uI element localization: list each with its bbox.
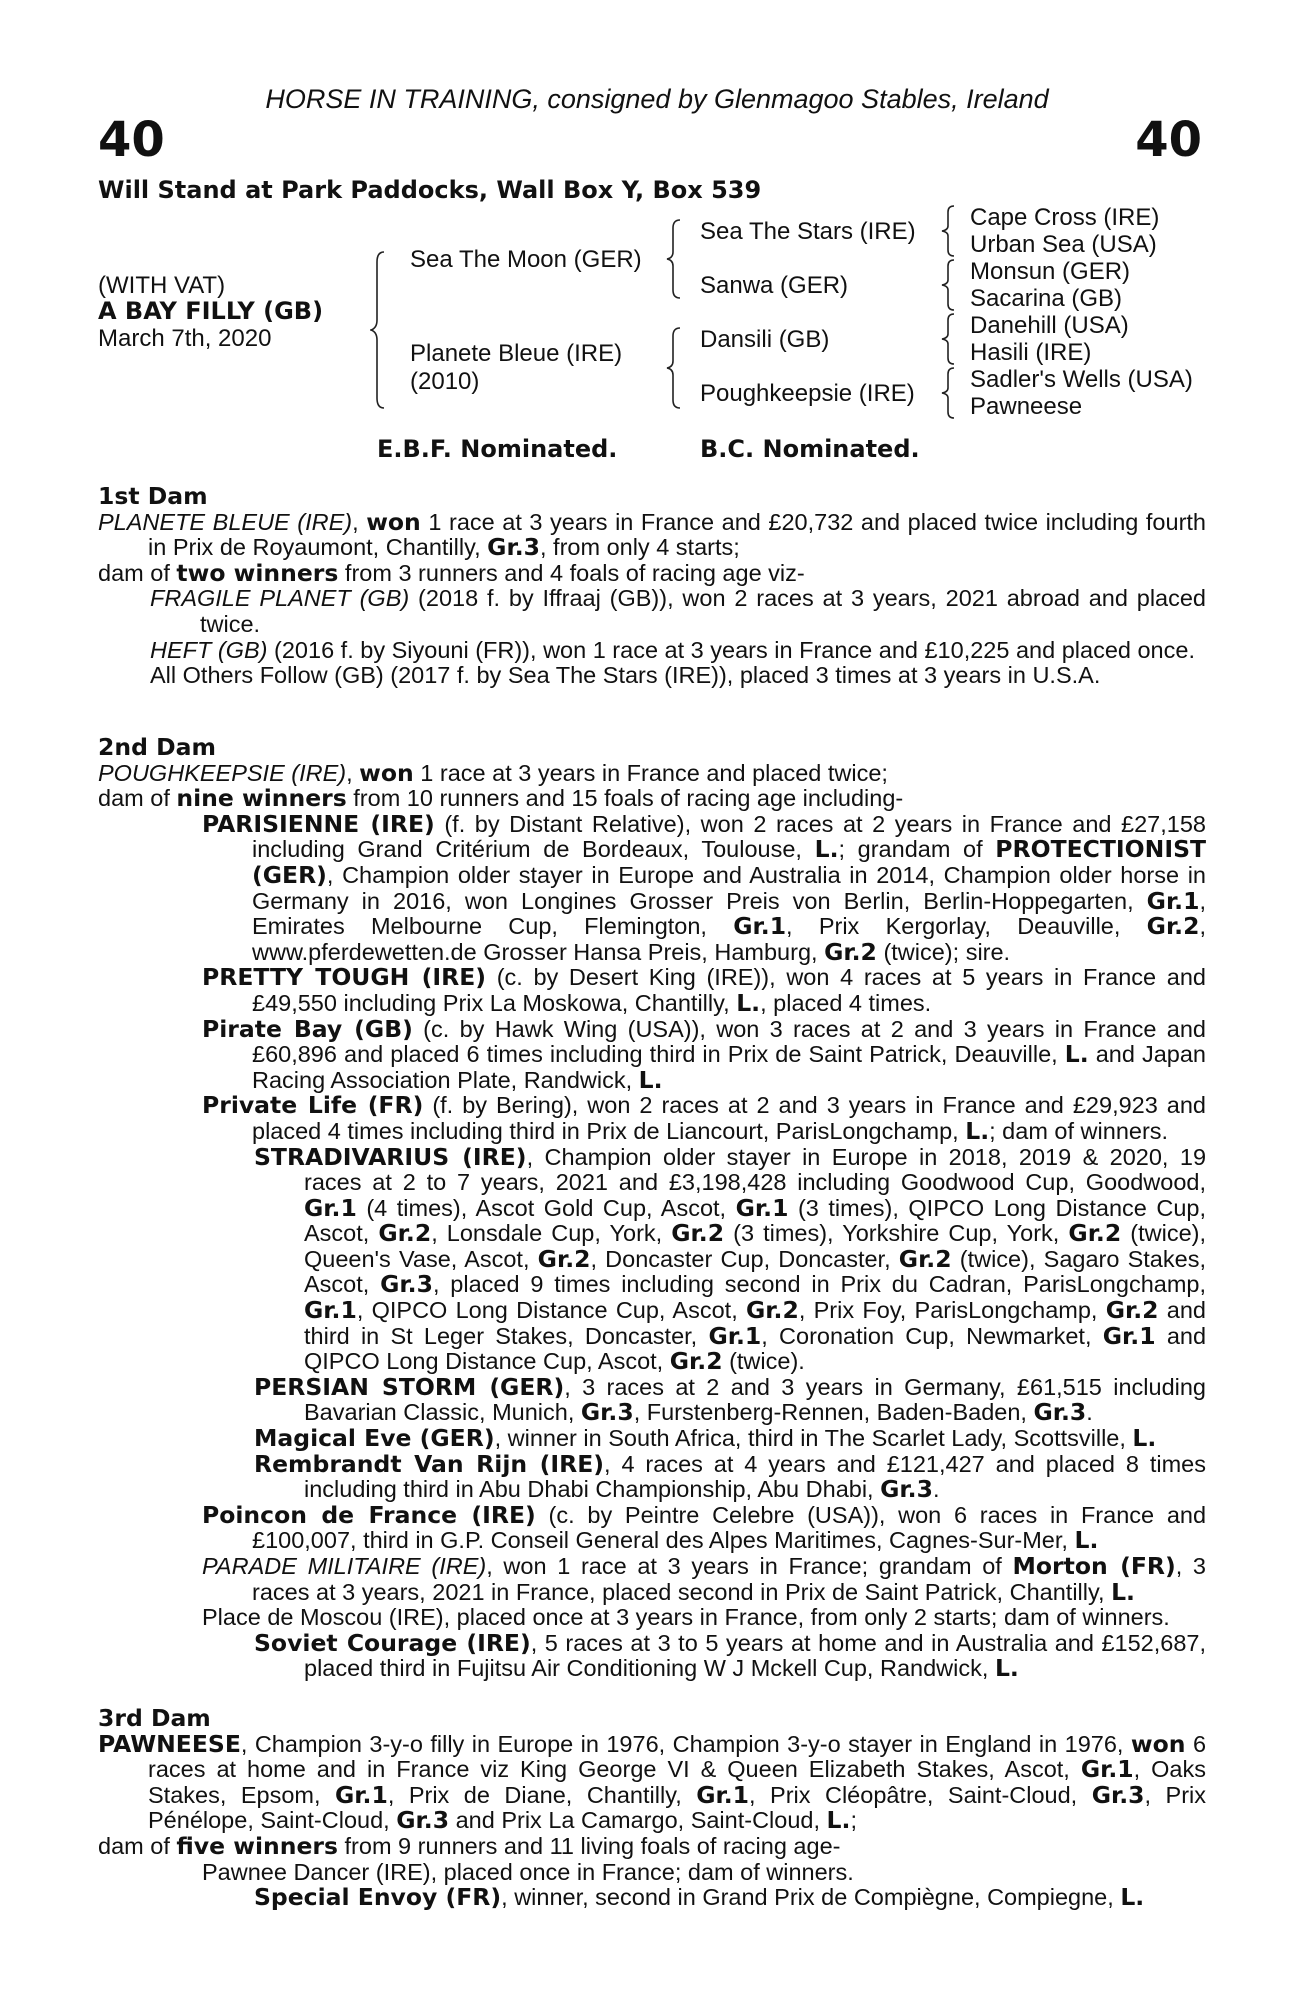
listed-badge: L. bbox=[638, 1065, 663, 1094]
produce-text: Pawnee Dancer (IRE), placed once in France; dam of winners. bbox=[202, 1858, 854, 1885]
produce-text: , www.pferdewetten.de Grosser Hansa Preis, Hamburg, bbox=[252, 913, 1206, 965]
won-label: won bbox=[1130, 1729, 1186, 1758]
produce-entry bbox=[98, 1605, 1206, 1631]
produce-name: Poincon de France (IRE) bbox=[202, 1500, 536, 1529]
ebf-nomination: E.B.F. Nominated. bbox=[377, 435, 618, 463]
produce-summary: from 10 runners and 15 foals of racing age including- bbox=[353, 785, 904, 812]
produce-entry bbox=[98, 1500, 1207, 1555]
produce-name: PARISIENNE (IRE) bbox=[202, 809, 435, 838]
vat-note: (WITH VAT) bbox=[98, 272, 226, 299]
first-dam-record: PLANETE BLEUE (IRE), won 1 race at 3 years in France and £20,732 and placed twice including fourth in Prix de Royaumont, Chantilly, Gr.3, from only 4 starts; bbox=[98, 507, 1206, 562]
produce-text: , QIPCO Long Distance Cup, Ascot, bbox=[356, 1297, 738, 1324]
produce-text: , 3 races at 2 and 3 years in Germany, £61,515 including Bavarian Classic, Munich, bbox=[304, 1373, 1206, 1426]
produce-text: (c. by Hawk Wing (USA)), won 3 races at 2 and 3 years in France and £60,896 and placed 6 times including third in Prix de Saint Patrick, Deauville, bbox=[252, 1015, 1206, 1068]
g3-ancestor: Danehill (USA) bbox=[970, 312, 1129, 339]
produce-text: , winner, second in Grand Prix de Compiègne, Compiegne, bbox=[501, 1884, 1114, 1911]
listed-badge: L. bbox=[1064, 1040, 1089, 1069]
produce-text: All Others Follow (GB) (2017 f. by Sea The Stars (IRE)), placed 3 times at 3 years in U.S.A. bbox=[150, 662, 1101, 689]
grade-badge: Gr.2 bbox=[378, 1219, 432, 1248]
produce-text: , placed 9 times including second in Prix du Cadran, ParisLongchamp, bbox=[432, 1271, 1207, 1298]
produce-name: Private Life (FR) bbox=[202, 1091, 424, 1120]
dam-of-label: dam of bbox=[98, 559, 170, 586]
record-text: , from only 4 starts; bbox=[539, 534, 740, 561]
record-text: , Oaks Stakes, Epsom, bbox=[148, 1756, 1206, 1808]
produce-entry bbox=[98, 965, 1206, 1016]
grade-badge: Gr.1 bbox=[1080, 1755, 1134, 1784]
grade-badge: Gr.1 bbox=[708, 1321, 762, 1350]
produce-text: ; grandam of bbox=[838, 836, 983, 863]
brace-g3-1 bbox=[940, 204, 960, 258]
produce-text: , Prix Kergorlay, Deauville, bbox=[786, 913, 1121, 940]
dam-year: (2010) bbox=[410, 368, 480, 395]
g3-ancestor: Urban Sea (USA) bbox=[970, 231, 1157, 258]
bc-nomination: B.C. Nominated. bbox=[700, 435, 920, 463]
produce-name: PARADE MILITAIRE (IRE) bbox=[202, 1553, 487, 1579]
produce-text: , won 1 race at 3 years in France; grandam of bbox=[486, 1553, 1002, 1579]
grade-badge: Gr.2 bbox=[671, 1219, 725, 1248]
produce-text: (2016 f. by Siyouni (FR)), won 1 race at 3 years in France and £10,225 and placed once. bbox=[274, 636, 1195, 663]
produce-text: (4 times), Ascot Gold Cup, Ascot, bbox=[366, 1194, 727, 1221]
grandchild-entry bbox=[98, 1628, 1206, 1683]
produce-entry bbox=[98, 1554, 1206, 1605]
brace-generation-1 bbox=[370, 250, 390, 410]
first-dam-name: PLANETE BLEUE (IRE) bbox=[98, 508, 353, 535]
grade-badge: Gr.3 bbox=[380, 1270, 433, 1299]
produce-text: (twice). bbox=[729, 1348, 805, 1375]
grade-badge: Gr.1 bbox=[1146, 886, 1200, 915]
grade-badge: Gr.1 bbox=[696, 1780, 750, 1809]
g3-ancestor: Pawneese bbox=[970, 393, 1083, 420]
produce-entry bbox=[98, 1093, 1206, 1144]
lot-number-right: 40 bbox=[1135, 112, 1202, 168]
grade-badge: Gr.2 bbox=[1146, 912, 1200, 941]
produce-entry bbox=[98, 1860, 1206, 1886]
grandchild-name: STRADIVARIUS (IRE) bbox=[254, 1142, 527, 1171]
lot-number-left: 40 bbox=[98, 112, 165, 168]
produce-text: (twice); sire. bbox=[883, 938, 1011, 965]
grandchild-name: Special Envoy (FR) bbox=[254, 1883, 502, 1912]
produce-text: (f. by Distant Relative), won 2 races at 2 years in France and £27,158 including Grand Critérium de Bordeaux, Toulouse, bbox=[252, 810, 1206, 863]
record-text: and Prix La Camargo, Saint-Cloud, bbox=[455, 1807, 821, 1834]
produce-text: , placed 4 times. bbox=[760, 989, 932, 1016]
grandchild-name: Morton (FR) bbox=[1012, 1552, 1176, 1580]
produce-text: , Doncaster Cup, Doncaster, bbox=[590, 1245, 891, 1272]
third-dam-produce-intro bbox=[98, 1831, 1206, 1860]
subject-foaled: March 7th, 2020 bbox=[98, 325, 272, 352]
produce-text: , 4 races at 4 years and £121,427 and placed 8 times including third in Abu Dhabi Championship, Abu Dhabi, bbox=[304, 1450, 1206, 1503]
first-dam-section bbox=[98, 484, 1206, 689]
third-dam-name: PAWNEESE bbox=[98, 1729, 241, 1758]
produce-text: and QIPCO Long Distance Cup, Ascot, bbox=[304, 1322, 1207, 1375]
produce-entry bbox=[98, 586, 1206, 637]
grade-badge: Gr.2 bbox=[898, 1244, 952, 1273]
second-dam-heading: 2nd Dam bbox=[98, 733, 216, 761]
g3-ancestor: Monsun (GER) bbox=[970, 258, 1131, 285]
produce-entry bbox=[98, 809, 1207, 966]
produce-summary: from 9 runners and 11 living foals of racing age- bbox=[344, 1832, 841, 1859]
grade-badge: Gr.3 bbox=[1091, 1780, 1145, 1809]
sire-sire: Sea The Stars (IRE) bbox=[700, 218, 916, 245]
dam-dam: Poughkeepsie (IRE) bbox=[700, 380, 915, 407]
first-dam-heading: 1st Dam bbox=[98, 482, 208, 510]
record-text: 6 races at home and in France viz King George VI & Queen Elizabeth Stakes, Ascot, bbox=[148, 1730, 1207, 1783]
listed-badge: L. bbox=[826, 1806, 851, 1835]
grandchild-name: Rembrandt Van Rijn (IRE) bbox=[254, 1449, 605, 1478]
grandchild-name: PERSIAN STORM (GER) bbox=[254, 1372, 565, 1401]
listed-badge: L. bbox=[1074, 1526, 1099, 1555]
grandchild-name: Soviet Courage (IRE) bbox=[254, 1628, 531, 1657]
subject-name: A BAY FILLY (GB) bbox=[98, 297, 324, 325]
produce-text: (3 times), Yorkshire Cup, York, bbox=[733, 1220, 1060, 1247]
grade-badge: Gr.2 bbox=[669, 1347, 723, 1376]
winners-count: five winners bbox=[176, 1831, 338, 1860]
listed-badge: L. bbox=[736, 988, 761, 1017]
g3-ancestor: Hasili (IRE) bbox=[970, 339, 1092, 366]
record-text: , Champion 3-y-o filly in Europe in 1976, Champion 3-y-o stayer in England in 1976, bbox=[240, 1730, 1124, 1757]
third-dam-section bbox=[98, 1706, 1206, 1911]
record-text: , Prix de Diane, Chantilly, bbox=[387, 1781, 682, 1808]
won-label: won bbox=[366, 507, 421, 536]
stand-location: Will Stand at Park Paddocks, Wall Box Y, Box 539 bbox=[98, 176, 762, 204]
produce-text: , Lonsdale Cup, York, bbox=[431, 1220, 663, 1247]
grade-badge: Gr.3 bbox=[1033, 1398, 1087, 1427]
produce-text: (2018 f. by Iffraaj (GB)), won 2 races at 3 years, 2021 abroad and placed twice. bbox=[200, 585, 1207, 637]
grandchild-entry bbox=[98, 1426, 1206, 1452]
grade-badge: Gr.1 bbox=[735, 1193, 789, 1222]
sire: Sea The Moon (GER) bbox=[410, 246, 642, 273]
grade-badge: Gr.1 bbox=[733, 912, 787, 941]
grandchild-entry: PERSIAN STORM (GER), 3 races at 2 and 3 years in Germany, £61,515 including Bavarian Classic, Munich, Gr.3, Furstenberg-Rennen, Baden-Baden, Gr.3. bbox=[254, 1372, 1206, 1427]
grade-badge: Gr.2 bbox=[824, 937, 877, 966]
grade-badge: Gr.1 bbox=[304, 1296, 357, 1325]
produce-text: , 3 races at 3 years, 2021 in France, placed second in Prix de Saint Patrick, Chantilly, bbox=[252, 1553, 1206, 1605]
second-dam-record: POUGHKEEPSIE (IRE), won 1 race at 3 years in France and placed twice; bbox=[98, 758, 888, 787]
grade-badge: Gr.3 bbox=[396, 1806, 450, 1835]
brace-dam-line bbox=[666, 326, 686, 410]
grade-badge: Gr.3 bbox=[880, 1475, 933, 1504]
dam-of-label: dam of bbox=[98, 785, 170, 812]
produce-text: , Emirates Melbourne Cup, Flemington, bbox=[252, 887, 1206, 940]
grade-badge: Gr.2 bbox=[746, 1296, 799, 1325]
record-text: 1 race at 3 years in France and £20,732 and placed twice including fourth in Prix de Royaumont, Chantilly, bbox=[148, 508, 1206, 561]
winners-count: nine winners bbox=[176, 784, 347, 813]
grandchild-name: Magical Eve (GER) bbox=[254, 1424, 495, 1453]
produce-text: ; dam of winners. bbox=[989, 1117, 1169, 1144]
record-text: , Prix Cléopâtre, Saint-Cloud, bbox=[749, 1781, 1078, 1808]
listed-badge: L. bbox=[1132, 1424, 1157, 1453]
produce-entry bbox=[98, 663, 1206, 689]
sire-dam: Sanwa (GER) bbox=[700, 272, 849, 299]
g3-ancestor: Cape Cross (IRE) bbox=[970, 204, 1160, 231]
produce-entry bbox=[98, 638, 1206, 664]
grade-badge: Gr.1 bbox=[304, 1193, 357, 1222]
listed-badge: L. bbox=[1111, 1577, 1135, 1606]
listed-badge: L. bbox=[814, 835, 839, 864]
produce-entry bbox=[98, 1014, 1207, 1094]
produce-text: (c. by Peintre Celebre (USA)), won 6 races in France and £100,007, third in G.P. Conseil General des Alpes Maritimes, Cagnes-Sur-Mer, bbox=[252, 1501, 1207, 1554]
brace-sire-line bbox=[666, 218, 686, 300]
won-label: won bbox=[359, 758, 414, 787]
grade-badge: Gr.2 bbox=[1105, 1296, 1159, 1325]
produce-text: (twice), Queen's Vase, Ascot, bbox=[304, 1220, 1207, 1272]
third-dam-record bbox=[98, 1729, 1207, 1835]
record-text: , Prix Pénélope, Saint-Cloud, bbox=[148, 1781, 1206, 1834]
grade-badge: Gr.3 bbox=[580, 1398, 634, 1427]
listed-badge: L. bbox=[1120, 1883, 1145, 1912]
produce-text: , 5 races at 3 to 5 years at home and in Australia and £152,687, placed third in Fujitsu Air Conditioning W J Mckell Cup, Randwick, bbox=[304, 1629, 1206, 1682]
dam: Planete Bleue (IRE) bbox=[410, 340, 623, 367]
record-text: ; bbox=[850, 1807, 857, 1834]
brace-g3-3 bbox=[940, 312, 960, 366]
grade-badge: Gr.2 bbox=[1068, 1219, 1122, 1248]
grade-badge: Gr.3 bbox=[487, 533, 540, 562]
grade-badge: Gr.1 bbox=[1102, 1321, 1156, 1350]
produce-text: , winner in South Africa, third in The Scarlet Lady, Scottsville, bbox=[494, 1425, 1126, 1452]
produce-name: FRAGILE PLANET (GB) bbox=[150, 585, 410, 612]
grandchild-entry bbox=[98, 1142, 1207, 1376]
g3-ancestor: Sacarina (GB) bbox=[970, 285, 1123, 312]
brace-g3-2 bbox=[940, 258, 960, 312]
produce-text: (twice), Sagaro Stakes, Ascot, bbox=[304, 1245, 1206, 1298]
second-dam-produce-intro bbox=[98, 786, 1206, 812]
grade-badge: Gr.2 bbox=[537, 1244, 591, 1273]
produce-text: (f. by Bering), won 2 races at 2 and 3 years in France and £29,923 and placed 4 times including third in Prix de Liancourt, ParisLongchamp, bbox=[252, 1092, 1207, 1144]
second-dam-name: POUGHKEEPSIE (IRE) bbox=[98, 759, 347, 786]
produce-name: Pirate Bay (GB) bbox=[202, 1014, 413, 1043]
record-text: 1 race at 3 years in France and placed twice; bbox=[420, 759, 888, 786]
grandchild-entry bbox=[98, 1885, 1206, 1911]
produce-name: PRETTY TOUGH (IRE) bbox=[202, 963, 487, 992]
second-dam-section bbox=[98, 735, 1206, 1682]
produce-text: , Champion older stayer in Europe in 2018, 2019 & 2020, 19 races at 2 to 7 years, 2021 and £3,198,428 including Goodwood Cup, Goodwood, bbox=[304, 1143, 1207, 1196]
produce-text: and Japan Racing Association Plate, Randwick, bbox=[252, 1041, 1207, 1093]
grandchild-entry: Rembrandt Van Rijn (IRE), 4 races at 4 years and £121,427 and placed 8 times including third in Abu Dhabi Championship, Abu Dhabi, Gr.3. bbox=[254, 1449, 1206, 1504]
produce-summary: from 3 runners and 4 foals of racing age viz- bbox=[344, 559, 805, 586]
produce-text: and third in St Leger Stakes, Doncaster, bbox=[304, 1297, 1206, 1349]
first-dam-produce-intro bbox=[98, 558, 1206, 587]
listed-badge: L. bbox=[994, 1654, 1019, 1683]
produce-text: , Coronation Cup, Newmarket, bbox=[761, 1322, 1092, 1349]
produce-text: (c. by Desert King (IRE)), won 4 races at 5 years in France and £49,550 including Prix La Moskowa, Chantilly, bbox=[252, 964, 1206, 1016]
dam-sire: Dansili (GB) bbox=[700, 326, 830, 353]
produce-text: (3 times), QIPCO Long Distance Cup, Ascot, bbox=[304, 1194, 1207, 1247]
produce-name: HEFT (GB) bbox=[150, 636, 268, 663]
grade-badge: Gr.1 bbox=[335, 1780, 388, 1809]
dam-of-label: dam of bbox=[98, 1832, 170, 1859]
produce-text: Place de Moscou (IRE), placed once at 3 years in France, from only 2 starts; dam of winners. bbox=[202, 1604, 1170, 1631]
g3-ancestor: Sadler's Wells (USA) bbox=[970, 366, 1193, 393]
listed-badge: L. bbox=[965, 1116, 990, 1145]
third-dam-heading: 3rd Dam bbox=[98, 1704, 211, 1732]
produce-text: , Prix Foy, ParisLongchamp, bbox=[798, 1297, 1098, 1324]
brace-g3-4 bbox=[940, 366, 960, 420]
winners-count: two winners bbox=[176, 558, 339, 587]
produce-text: , Furstenberg-Rennen, Baden-Baden, bbox=[633, 1399, 1027, 1426]
catalogue-subtitle: HORSE IN TRAINING, consigned by Glenmagoo Stables, Ireland bbox=[265, 84, 1049, 114]
produce-text: , Champion older stayer in Europe and Australia in 2014, Champion older horse in Germany in 2016, won Longines Grosser Preis von Berlin, Berlin-Hoppegarten, bbox=[252, 861, 1206, 914]
grandchild-name: PROTECTIONIST (GER) bbox=[252, 835, 1207, 889]
